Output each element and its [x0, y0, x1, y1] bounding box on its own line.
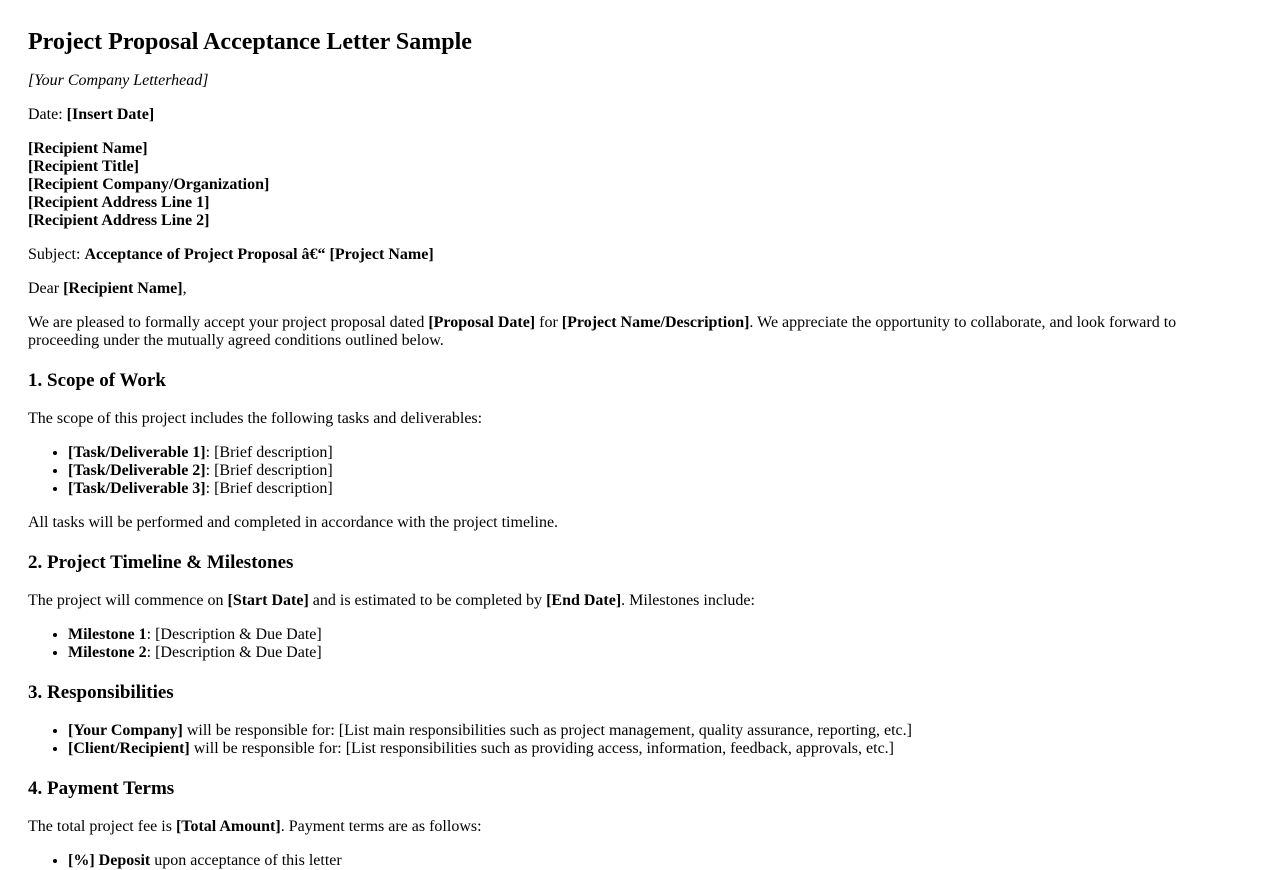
list-item-bold: Milestone 2 — [68, 644, 147, 661]
scope-intro: The scope of this project includes the following tasks and deliverables: — [28, 410, 483, 427]
list-item-bold: [%] Deposit — [68, 852, 151, 869]
list-item-text: : [Description & Due Date] — [146, 644, 322, 661]
list-item-text: upon acceptance of this letter — [150, 852, 342, 869]
scope-closing: All tasks will be performed and completed in accordance with the project timeline. — [28, 514, 559, 531]
list-item-text: : [Brief description] — [205, 462, 333, 479]
list-item-bold: [Task/Deliverable 2] — [68, 462, 206, 479]
page-title: Project Proposal Acceptance Letter Sample — [28, 29, 472, 55]
recipient-name: [Recipient Name] — [28, 140, 148, 157]
subject-label: Subject: — [28, 246, 85, 263]
intro-text-2: for — [535, 314, 562, 331]
recipient-address-block — [28, 140, 1235, 230]
milestone-list — [28, 626, 1235, 662]
payment-heading: 4. Payment Terms — [28, 778, 175, 799]
salutation — [28, 280, 1235, 298]
salutation-suffix: , — [182, 280, 187, 297]
letterhead: [Your Company Letterhead] — [28, 72, 209, 89]
timeline-text-2: and is estimated to be completed by — [308, 592, 547, 609]
payment-text-1: The total project fee is — [28, 818, 176, 835]
scope-heading: 1. Scope of Work — [28, 370, 166, 391]
timeline-paragraph — [28, 592, 1235, 610]
intro-text-3: . We appreciate the opportunity to collaborate, and look forward to proceeding under the mutually agreed conditions outlined below. — [28, 314, 1177, 349]
list-item — [68, 462, 1235, 480]
timeline-start-date: [Start Date] — [227, 592, 309, 609]
list-item — [68, 722, 1235, 740]
timeline-end-date: [End Date] — [546, 592, 622, 609]
salutation-name: [Recipient Name] — [63, 280, 183, 297]
payment-total-amount: [Total Amount] — [175, 818, 281, 835]
timeline-heading: 2. Project Timeline & Milestones — [28, 552, 294, 573]
list-item-bold: [Client/Recipient] — [68, 740, 190, 757]
intro-paragraph — [28, 314, 1235, 350]
payment-paragraph — [28, 818, 1235, 836]
date-label: Date: — [28, 106, 67, 123]
responsibilities-list — [28, 722, 1235, 758]
list-item-bold: Milestone 1 — [68, 626, 147, 643]
list-item-text: will be responsible for: [List main responsibilities such as project management, quality assurance, reporting, etc.] — [182, 722, 912, 739]
intro-project-name: [Project Name/Description] — [561, 314, 750, 331]
salutation-prefix: Dear — [28, 280, 64, 297]
responsibilities-heading: 3. Responsibilities — [28, 682, 174, 703]
list-item — [68, 644, 1235, 662]
date-line — [28, 106, 1235, 124]
list-item — [68, 626, 1235, 644]
intro-text-1: We are pleased to formally accept your project proposal dated — [28, 314, 429, 331]
list-item — [68, 444, 1235, 462]
list-item-text: : [Description & Due Date] — [146, 626, 322, 643]
date-value: [Insert Date] — [66, 106, 155, 123]
list-item-bold: [Your Company] — [68, 722, 183, 739]
subject-value: Acceptance of Project Proposal â€“ [Project Name] — [84, 246, 434, 263]
list-item-text: : [Brief description] — [205, 480, 333, 497]
list-item-bold: [Task/Deliverable 1] — [68, 444, 206, 461]
list-item-bold: [Task/Deliverable 3] — [68, 480, 206, 497]
scope-list — [28, 444, 1235, 498]
timeline-text-3: . Milestones include: — [621, 592, 755, 609]
list-item — [68, 740, 1235, 758]
list-item — [68, 852, 1235, 870]
payment-text-2: . Payment terms are as follows: — [280, 818, 482, 835]
payment-list — [28, 852, 1235, 870]
subject-line — [28, 246, 1235, 264]
recipient-address-line-2: [Recipient Address Line 2] — [28, 212, 210, 229]
recipient-address-line-1: [Recipient Address Line 1] — [28, 194, 210, 211]
timeline-text-1: The project will commence on — [28, 592, 228, 609]
recipient-title: [Recipient Title] — [28, 158, 139, 175]
list-item-text: : [Brief description] — [205, 444, 333, 461]
recipient-company: [Recipient Company/Organization] — [28, 176, 270, 193]
intro-proposal-date: [Proposal Date] — [428, 314, 536, 331]
list-item — [68, 480, 1235, 498]
list-item-text: will be responsible for: [List responsibilities such as providing access, information, feedback, approvals, etc.] — [189, 740, 895, 757]
